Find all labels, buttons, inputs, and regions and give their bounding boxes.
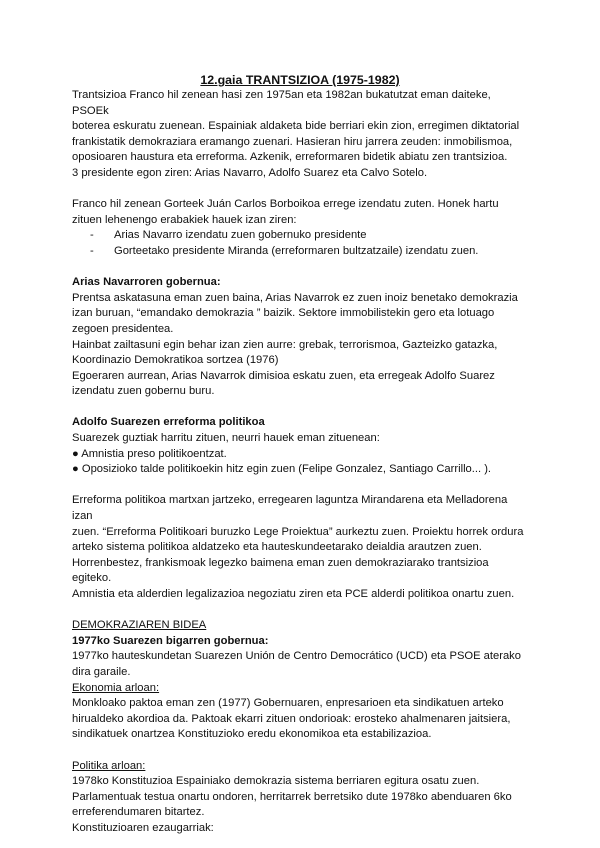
document-title: 12.gaia TRANTSIZIOA (1975-1982): [200, 73, 400, 87]
list-item: - Arias Navarro izendatu zuen gobernuko presidente: [90, 228, 528, 244]
section-heading: DEMOKRAZIAREN BIDEA: [72, 619, 207, 632]
decision-list: [72, 228, 528, 259]
text-line: Konstituzioaren ezaugarriak:: [72, 821, 214, 834]
spacer: [72, 603, 528, 619]
text-line: Egoeraren aurrean, Arias Navarrok dimisioa eskatu zuen, eta erregeak Adolfo Suarez: [72, 369, 495, 382]
subsection-heading: Politika arloan:: [72, 759, 146, 772]
subsection-heading: 1977ko Suarezen bigarren gobernua:: [72, 634, 269, 647]
text-line: sindikatuek onartzea Konstituzioko eredu ekonomikoa eta estabilizazioa.: [72, 728, 432, 741]
democracy-section: [72, 618, 528, 836]
text-line: Parlamentuak testua onartu ondoren, herritarrek berretsiko dute 1978ko abenduaren 6ko: [72, 790, 512, 803]
text-line: Trantsizioa Franco hil zenean hasi zen 1975an eta 1982an bukatutzat eman daiteke, PSOEk: [72, 89, 491, 117]
text-line: erreferendumaren bitartez.: [72, 806, 205, 819]
franco-paragraph: [72, 197, 528, 259]
text-line: Koordinazio Demokratikoa sortzea (1976): [72, 354, 279, 367]
spacer: [72, 260, 528, 276]
text-line: frankistatik demokraziara eramango zuenari. Hasieran hiru jarrera zeuden: inmobilismoa,: [72, 135, 513, 148]
text-line: 1978ko Konstituzioa Espainiako demokrazia sistema berriaren egitura osatu zuen.: [72, 775, 480, 788]
section-heading: Arias Navarroren gobernua:: [72, 276, 221, 289]
text-line: zegoen presidentea.: [72, 322, 174, 335]
text-line: Prentsa askatasuna eman zuen baina, Arias Navarrok ez zuen inoiz benetako demokrazia: [72, 291, 518, 304]
text-line: izan buruan, “emandako demokrazia ” baizik. Sektore immobilistekin gero eta lotuago: [72, 307, 495, 320]
text-line: Monkloako paktoa eman zen (1977) Gobernuaren, enpresarioen eta sindikatuen arteko: [72, 697, 504, 710]
text-line: izendatu zuen gobernu buru.: [72, 385, 215, 398]
text-line: Horrenbestez, frankismoak legezko baimena eman zuen demokraziarako trantsizioa egiteko.: [72, 556, 489, 585]
text-line: oposioaren haustura eta erreforma. Azkenik, erreformaren bidetik abiatu zen trantsizioa.: [72, 151, 508, 164]
bullet-item: ● Amnistia preso politikoentzat.: [72, 447, 227, 460]
section-heading: Adolfo Suarezen erreforma politikoa: [72, 416, 265, 429]
spacer: [72, 478, 528, 494]
spacer: [72, 743, 528, 759]
text-line: 1977ko hauteskundetan Suarezen Unión de Centro Democrático (UCD) eta PSOE aterako: [72, 650, 521, 663]
text-line: zuen. “Erreforma Politikoari buruzko Lege Proiektua” aurkeztu zuen. Proiektu horrek ordura: [72, 525, 524, 538]
intro-paragraph: [72, 88, 528, 182]
spacer: [72, 400, 528, 416]
text-line: 3 presidente egon ziren: Arias Navarro, Adolfo Suarez eta Calvo Sotelo.: [72, 166, 428, 179]
arias-section: [72, 275, 528, 400]
reform-paragraph: [72, 493, 528, 602]
text-line: Amnistia eta alderdien legalizazioa negoziatu ziren eta PCE alderdi politikoa onartu zuen.: [72, 588, 515, 600]
text-line: hirualdeko akordioa da. Paktoak ekarri zituen ondorioak: erosteko ahalmenaren jaitsiera,: [72, 712, 511, 725]
list-item: - Gorteetako presidente Miranda (erreformaren bultzatzaile) izendatu zuen.: [90, 244, 528, 260]
suarez-section: [72, 415, 528, 477]
text-line: Franco hil zenean Gorteek Juán Carlos Borboikoa errege izendatu zuten. Honek hartu: [72, 198, 499, 211]
text-line: Hainbat zailtasuni egin behar izan zien aurre: grebak, terrorismoa, Gazteizko gatazka,: [72, 338, 498, 351]
document-page: [72, 72, 528, 837]
text-line: Suarezek guztiak harritu zituen, neurri hauek eman zituenean:: [72, 432, 380, 445]
subsection-heading: Ekonomia arloan:: [72, 681, 160, 694]
text-line: Erreforma politikoa martxan jartzeko, erregearen laguntza Mirandarena eta Melladorena izan: [72, 494, 508, 523]
spacer: [72, 182, 528, 198]
text-line: arteko sistema politikoa aldatzeko eta hauteskundeetarako deialdia arautzen zuen.: [72, 541, 482, 554]
text-line: boterea eskuratu zuenean. Espainiak aldaketa bide berriari ekin zion, erregimen diktatorial: [72, 120, 520, 133]
text-line: zituen lehenengo erabakiek hauek izan ziren:: [72, 213, 297, 226]
bullet-item: ● Oposizioko talde politikoekin hitz egin zuen (Felipe Gonzalez, Santiago Carrillo... ).: [72, 463, 492, 476]
text-line: dira garaile.: [72, 665, 131, 678]
